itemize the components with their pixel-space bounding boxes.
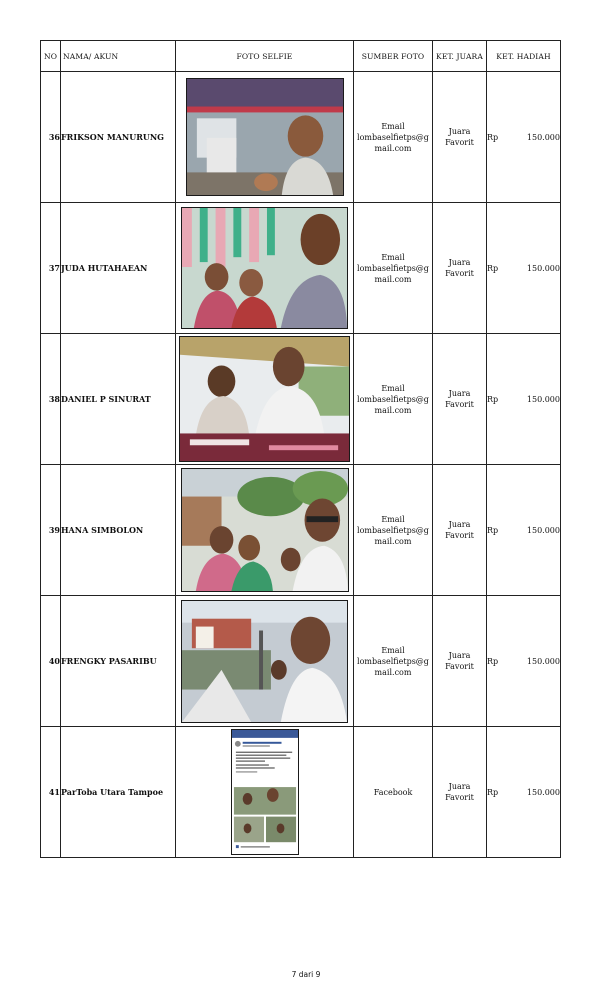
prize-amount: 150.000 xyxy=(526,394,560,404)
header-juara: KET. JUARA xyxy=(433,41,487,72)
winners-table xyxy=(40,40,561,858)
facebook-screenshot xyxy=(231,729,299,855)
currency: Rp xyxy=(487,263,499,273)
prize-amount: 150.000 xyxy=(526,656,560,666)
source-line: lombaselfietps@g xyxy=(357,525,429,535)
source-line: Email xyxy=(381,514,405,524)
photo-cell xyxy=(176,465,354,596)
prize xyxy=(487,334,561,465)
header-source: SUMBER FOTO xyxy=(354,41,433,72)
photo-cell xyxy=(176,203,354,334)
juara-line: Juara xyxy=(448,520,471,529)
photo-source xyxy=(354,727,433,858)
photo-source xyxy=(354,465,433,596)
photo-source xyxy=(354,72,433,203)
header-no: NO xyxy=(41,41,61,72)
page-number: 7 dari 9 xyxy=(291,970,321,979)
currency: Rp xyxy=(487,132,499,142)
winner-category xyxy=(433,72,487,203)
juara-line: Juara xyxy=(448,782,471,791)
photo-source xyxy=(354,203,433,334)
source-line: Email xyxy=(381,645,405,655)
photo-source xyxy=(354,596,433,727)
currency: Rp xyxy=(487,656,499,666)
juara-line: Favorit xyxy=(445,531,474,540)
table-row xyxy=(41,72,561,203)
winner-category xyxy=(433,727,487,858)
selfie-photo xyxy=(181,600,348,723)
juara-line: Juara xyxy=(448,651,471,660)
row-number: 41 xyxy=(41,727,61,858)
source-line: Email xyxy=(381,383,405,393)
selfie-photo xyxy=(186,78,344,196)
header-photo: FOTO SELFIE xyxy=(176,41,354,72)
prize-amount: 150.000 xyxy=(526,787,560,797)
source-line: Email xyxy=(381,252,405,262)
prize-amount: 150.000 xyxy=(526,132,560,142)
photo-cell xyxy=(176,727,354,858)
source-line: Facebook xyxy=(373,787,413,797)
source-line: lombaselfietps@g xyxy=(357,263,429,273)
photo-cell xyxy=(176,72,354,203)
header-hadiah: KET. HADIAH xyxy=(487,41,561,72)
juara-line: Favorit xyxy=(445,138,474,147)
selfie-photo xyxy=(181,468,349,592)
table-row xyxy=(41,334,561,465)
participant-name: FRENGKY PASARIBU xyxy=(61,596,176,727)
table-row xyxy=(41,727,561,858)
photo-source xyxy=(354,334,433,465)
winner-category xyxy=(433,465,487,596)
juara-line: Juara xyxy=(448,389,471,398)
table-header-row xyxy=(41,41,561,72)
currency: Rp xyxy=(487,394,499,404)
source-line: lombaselfietps@g xyxy=(357,394,429,404)
participant-name: HANA SIMBOLON xyxy=(61,465,176,596)
prize xyxy=(487,596,561,727)
table-row xyxy=(41,203,561,334)
header-name: NAMA/ AKUN xyxy=(61,41,176,72)
row-number: 36 xyxy=(41,72,61,203)
table-row xyxy=(41,596,561,727)
selfie-photo xyxy=(179,336,350,462)
currency: Rp xyxy=(487,525,499,535)
prize-amount: 150.000 xyxy=(526,525,560,535)
participant-name: JUDA HUTAHAEAN xyxy=(61,203,176,334)
participant-name: ParToba Utara Tampoe xyxy=(61,727,176,858)
juara-line: Favorit xyxy=(445,400,474,409)
source-line: mail.com xyxy=(374,536,412,546)
participant-name: FRIKSON MANURUNG xyxy=(61,72,176,203)
juara-line: Favorit xyxy=(445,269,474,278)
currency: Rp xyxy=(487,787,499,797)
row-number: 40 xyxy=(41,596,61,727)
source-line: mail.com xyxy=(374,667,412,677)
winner-category xyxy=(433,203,487,334)
prize xyxy=(487,465,561,596)
participant-name: DANIEL P SINURAT xyxy=(61,334,176,465)
source-line: mail.com xyxy=(374,405,412,415)
winner-category xyxy=(433,334,487,465)
table-row xyxy=(41,465,561,596)
source-line: lombaselfietps@g xyxy=(357,656,429,666)
row-number: 37 xyxy=(41,203,61,334)
selfie-photo xyxy=(181,207,348,329)
prize xyxy=(487,72,561,203)
prize-amount: 150.000 xyxy=(526,263,560,273)
photo-cell xyxy=(176,596,354,727)
juara-line: Favorit xyxy=(445,662,474,671)
source-line: mail.com xyxy=(374,143,412,153)
source-line: Email xyxy=(381,121,405,131)
row-number: 39 xyxy=(41,465,61,596)
source-line: lombaselfietps@g xyxy=(357,132,429,142)
prize xyxy=(487,203,561,334)
juara-line: Favorit xyxy=(445,793,474,802)
juara-line: Juara xyxy=(448,258,471,267)
winner-category xyxy=(433,596,487,727)
row-number: 38 xyxy=(41,334,61,465)
juara-line: Juara xyxy=(448,127,471,136)
prize xyxy=(487,727,561,858)
photo-cell xyxy=(176,334,354,465)
source-line: mail.com xyxy=(374,274,412,284)
